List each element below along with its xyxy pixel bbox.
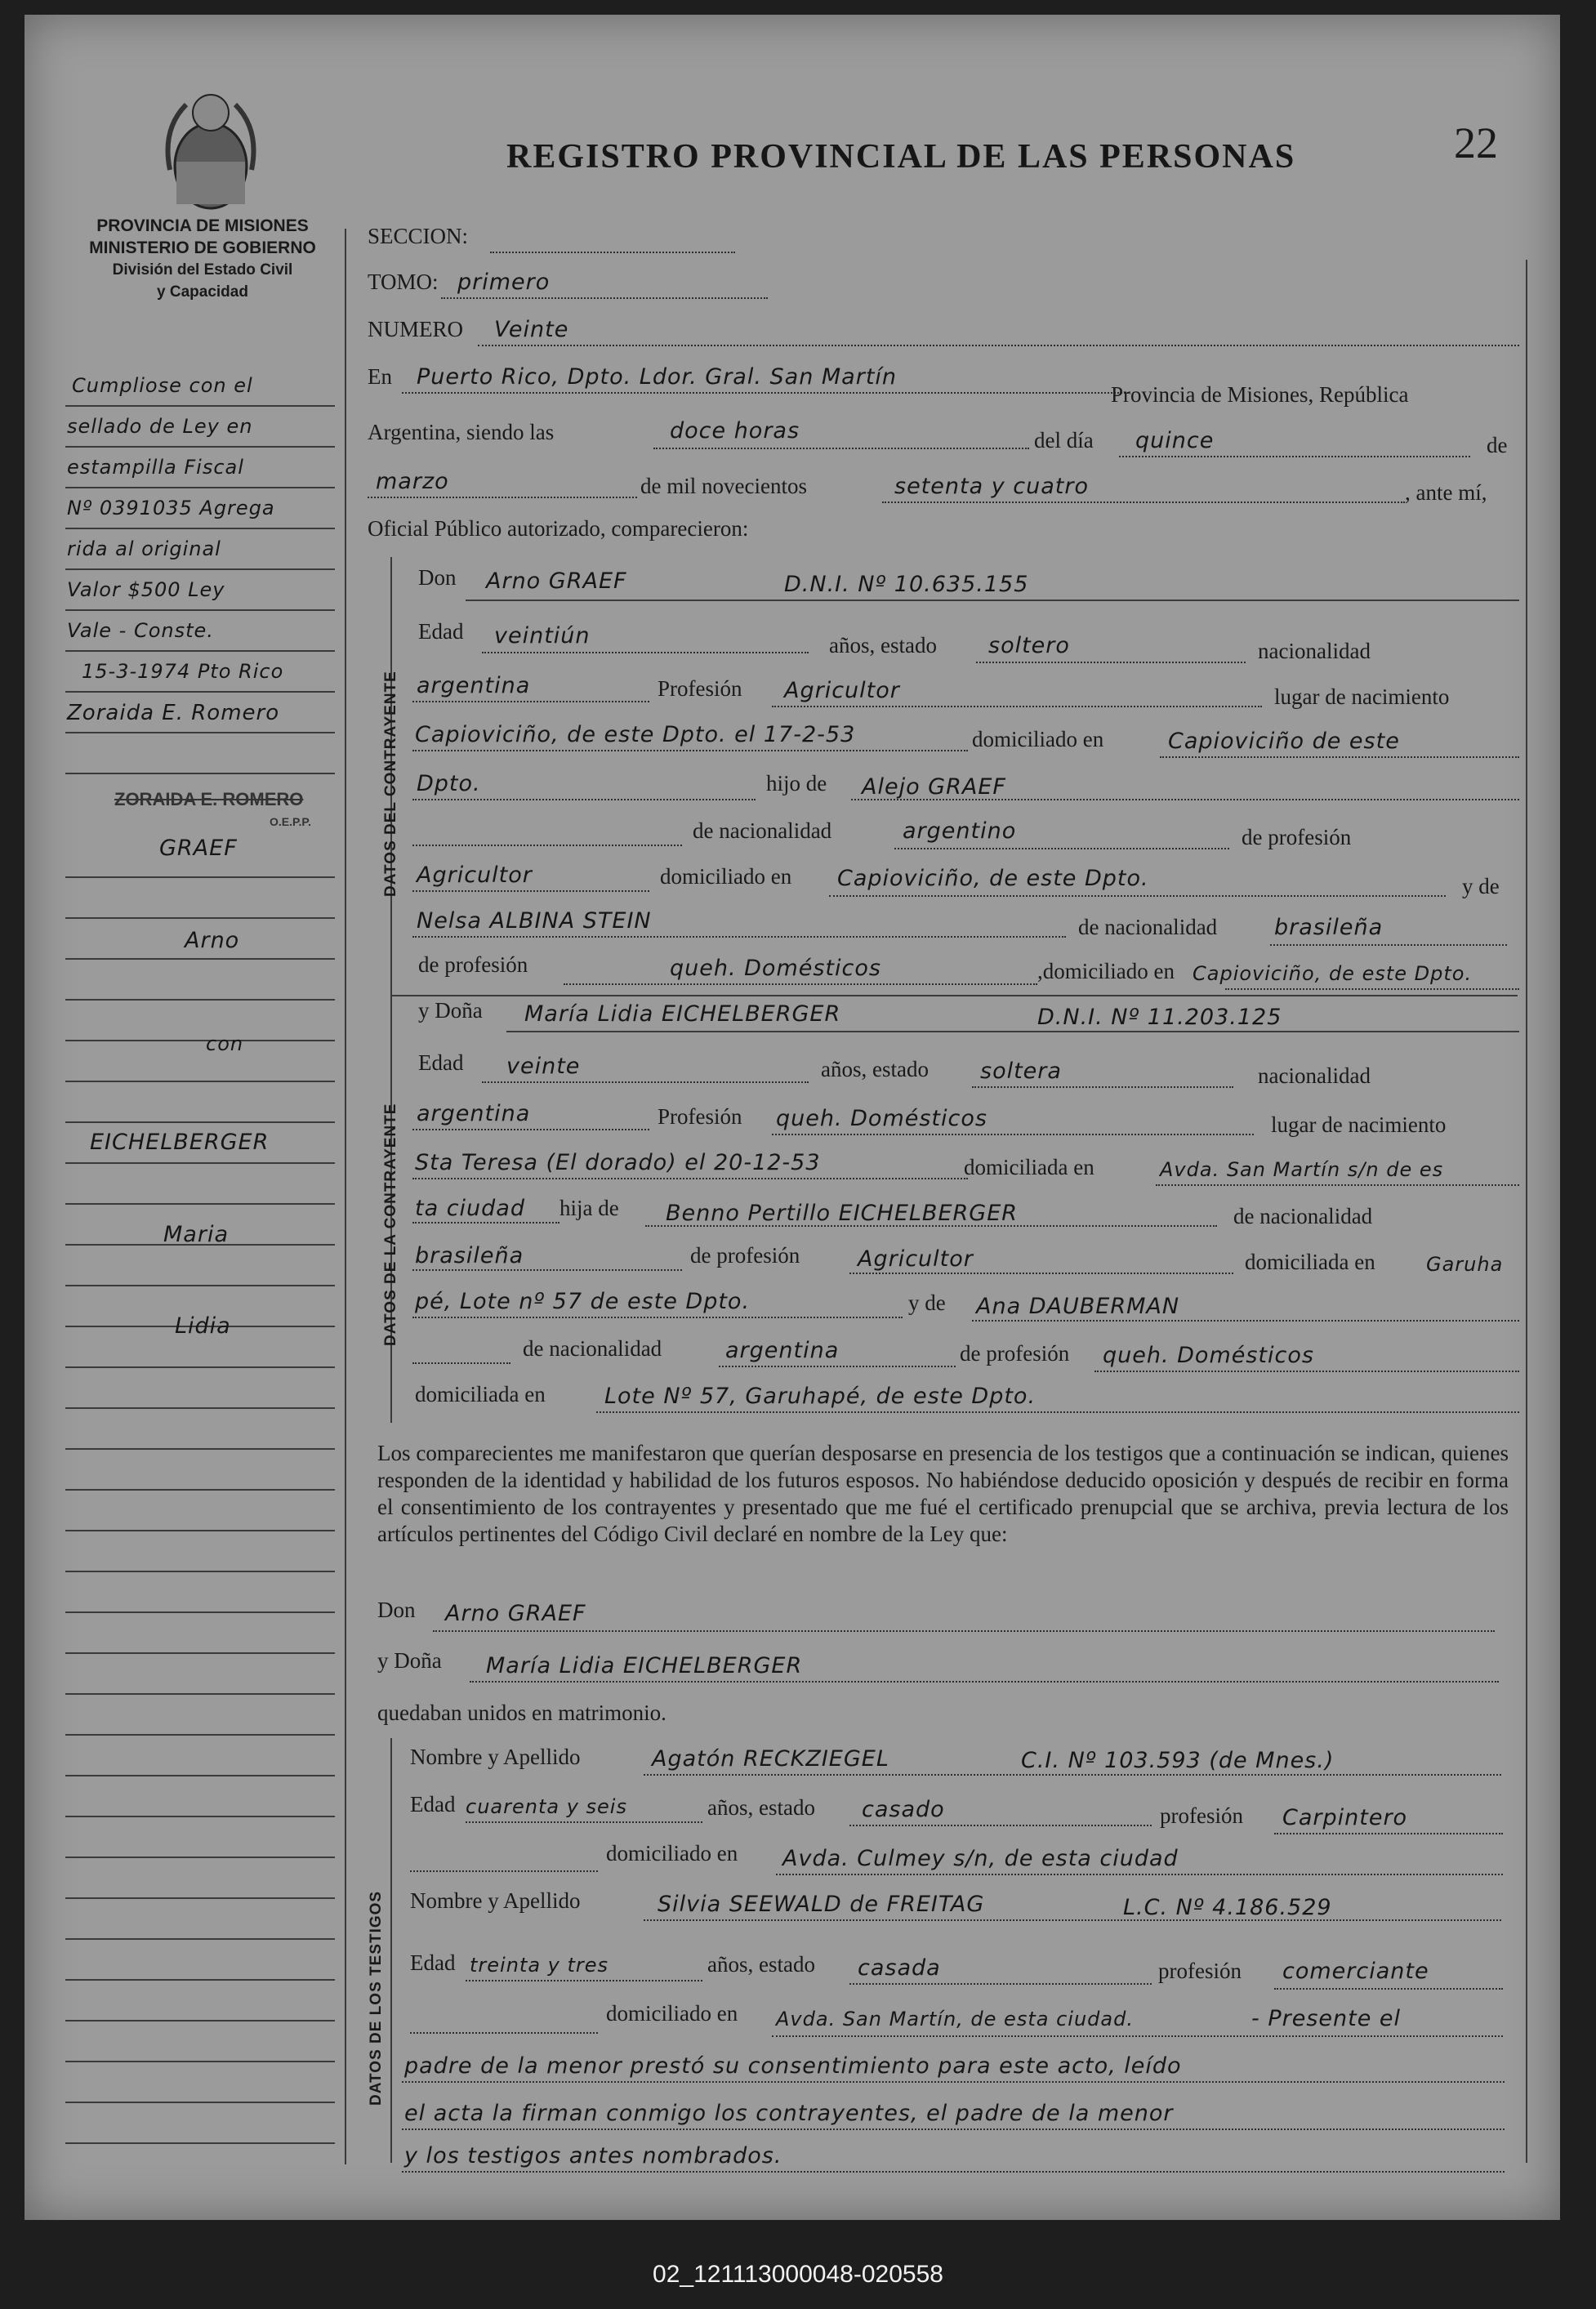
month-value: marzo <box>376 469 449 494</box>
y-de-label: y de <box>1462 874 1500 898</box>
side-label-contrayente: DATOS DEL CONTRAYENTE <box>382 671 399 897</box>
groom-mother: Nelsa ALBINA STEIN <box>417 908 652 934</box>
margin-note-line: Vale - Conste. <box>67 619 214 642</box>
witness1-age: cuarenta y seis <box>466 1795 627 1818</box>
bride-address: Avda. San Martín s/n de es <box>1160 1158 1444 1181</box>
witness2-addr: Avda. San Martín, de esta ciudad. <box>776 2008 1134 2030</box>
seccion-field <box>490 252 735 253</box>
bride-mother-addr: Lote Nº 57, Garuhapé, de este Dpto. <box>604 1384 1037 1409</box>
agency-block <box>72 215 333 303</box>
witness2-name: Silvia SEEWALD de FREITAG <box>658 1892 985 1917</box>
de-mil-text: de mil novecientos <box>640 474 807 498</box>
witness1-estado: casado <box>862 1797 945 1822</box>
groom-address-2: Dpto. <box>417 771 481 796</box>
groom-birthplace: Capioviciño, de este Dpto. el 17-2-53 <box>415 722 856 747</box>
seccion-label: SECCION: <box>368 224 469 248</box>
agency-line-1: PROVINCIA DE MISIONES <box>96 216 309 235</box>
year-value: setenta y cuatro <box>894 474 1089 499</box>
witness1-prof: Carpintero <box>1282 1805 1408 1830</box>
dona-label-2: y Doña <box>377 1648 442 1673</box>
edad-label-2: Edad <box>418 1050 464 1075</box>
bride-mother-prof: queh. Domésticos <box>1103 1343 1314 1368</box>
de-text: de <box>1487 433 1508 457</box>
margin-note-line: Nº 0391035 Agrega <box>67 497 275 519</box>
bride-father-addr-2: pé, Lote nº 57 de este Dpto. <box>415 1289 751 1314</box>
groom-estado: soltero <box>988 633 1070 658</box>
groom-address: Capioviciño de este <box>1168 729 1400 754</box>
margin-note-line: rida al original <box>67 537 221 560</box>
bride-name: María Lidia EICHELBERGER <box>524 1001 841 1027</box>
groom-age: veintiún <box>494 623 591 649</box>
groom-nationality: argentina <box>417 673 531 698</box>
domiciliado-label-2: domiciliado en <box>660 864 792 889</box>
decl-dona-name: María Lidia EICHELBERGER <box>486 1653 803 1678</box>
witness1-doc: C.I. Nº 103.593 (de Mnes.) <box>1021 1748 1335 1773</box>
hour-value: doce horas <box>670 418 800 444</box>
official-stamp-sub: O.E.P.P. <box>270 815 311 828</box>
profesion-label-3: profesión <box>1160 1803 1243 1828</box>
place-value: Puerto Rico, Dpto. Ldor. Gral. San Martín <box>417 364 898 390</box>
groom-father-nat: argentino <box>903 818 1017 844</box>
edad-label-4: Edad <box>410 1950 456 1975</box>
don-label: Don <box>418 565 457 590</box>
numero-value: Veinte <box>494 317 569 342</box>
witness2-age: treinta y tres <box>470 1954 609 1977</box>
day-value: quince <box>1135 428 1215 453</box>
bride-age: veinte <box>506 1054 581 1079</box>
profesion-label-2: Profesión <box>658 1104 742 1129</box>
groom-father: Alejo GRAEF <box>862 774 1006 800</box>
margin-name: GRAEF <box>159 836 238 861</box>
groom-mother-nat: brasileña <box>1274 915 1384 940</box>
dona-label: y Doña <box>418 998 483 1023</box>
witness-note-line: padre de la menor prestó su consentimiento para este acto, leído <box>404 2053 1182 2079</box>
domiciliado-label-t2: domiciliado en <box>606 2001 738 2026</box>
bride-father-prof: Agricultor <box>858 1246 974 1272</box>
tomo-label: TOMO: <box>368 270 439 294</box>
de-nac-label-2: de nacionalidad <box>1078 915 1218 939</box>
en-label: En <box>368 364 392 389</box>
bride-address-2: ta ciudad <box>415 1196 525 1221</box>
agency-line-2: MINISTERIO DE GOBIERNO <box>89 238 316 257</box>
margin-name: Arno <box>185 928 240 953</box>
domiciliada-label-3: domiciliada en <box>415 1382 546 1406</box>
nacionalidad-label-2: nacionalidad <box>1258 1063 1371 1088</box>
hijo-de-label: hijo de <box>766 771 827 796</box>
de-prof-label-2: de profesión <box>418 952 528 977</box>
witness-note-line: el acta la firman conmigo los contrayentes, el padre de la menor <box>404 2101 1174 2126</box>
groom-father-prof: Agricultor <box>417 863 533 888</box>
argentina-text: Argentina, siendo las <box>368 420 555 444</box>
side-label-testigos: DATOS DE LOS TESTIGOS <box>368 1890 385 2106</box>
bride-father: Benno Pertillo EICHELBERGER <box>666 1201 1019 1226</box>
domiciliado-label-t1: domiciliado en <box>606 1841 738 1865</box>
groom-profession: Agricultor <box>784 678 900 703</box>
y-de-label-2: y de <box>908 1290 946 1315</box>
declaration-text: Los comparecientes me manifestaron que querían desposarse en presencia de los testigos que a continuación se indican, quienes responden de la identidad y habilidad de los futuros esposos. No habiéndose deducido oposición y después de recibir en forma el consentimiento de los contrayentes y presentado que me fué el certificado prenupcial que se archiva, previa lectura de los artículos pertinentes del Código Civil declaré en nombre de la Ley que: <box>377 1441 1509 1546</box>
de-nac-label: de nacionalidad <box>693 818 832 843</box>
de-prof-label-3: de profesión <box>690 1243 800 1268</box>
margin-note-line: Valor $500 Ley <box>67 578 225 601</box>
groom-dni: D.N.I. Nº 10.635.155 <box>784 572 1029 597</box>
groom-name: Arno GRAEF <box>486 568 627 594</box>
decl-don-name: Arno GRAEF <box>445 1601 586 1626</box>
provincia-text: Provincia de Misiones, República <box>1111 382 1409 407</box>
margin-note-line: 15-3-1974 Pto Rico <box>82 660 284 683</box>
agency-line-4: y Capacidad <box>157 283 248 301</box>
don-label-2: Don <box>377 1598 416 1622</box>
de-nac-label-3: de nacionalidad <box>1233 1204 1373 1228</box>
lugar-nac-label: lugar de nacimiento <box>1274 684 1450 709</box>
nombre-apellido-label-2: Nombre y Apellido <box>410 1888 581 1913</box>
bride-mother: Ana DAUBERMAN <box>976 1294 1180 1319</box>
domiciliado-label: domiciliado en <box>972 727 1104 751</box>
margin-divider <box>345 229 346 2164</box>
signature: Zoraida E. Romero <box>67 701 280 725</box>
profesion-label-4: profesión <box>1158 1959 1242 1983</box>
right-margin-rule <box>1526 260 1527 2163</box>
coat-of-arms-icon <box>162 80 260 219</box>
de-prof-label-4: de profesión <box>960 1341 1070 1366</box>
coma-domiciliado: ,domiciliado en <box>1037 959 1175 983</box>
tomo-value: primero <box>457 270 551 295</box>
edad-label: Edad <box>418 619 464 644</box>
bride-nationality: argentina <box>417 1101 531 1126</box>
lugar-nac-label-2: lugar de nacimiento <box>1271 1112 1447 1137</box>
page-title: REGISTRO PROVINCIAL DE LAS PERSONAS <box>506 138 1296 176</box>
de-nac-label-4: de nacionalidad <box>523 1336 662 1361</box>
bride-father-nat: brasileña <box>415 1243 524 1268</box>
domiciliada-label: domiciliada en <box>964 1155 1094 1179</box>
margin-note-line: estampilla Fiscal <box>67 456 244 479</box>
bride-estado: soltera <box>980 1059 1062 1084</box>
ante-mi-text: , ante mí, <box>1405 480 1487 505</box>
agency-line-3: División del Estado Civil <box>112 261 293 279</box>
bride-dni: D.N.I. Nº 11.203.125 <box>1037 1005 1282 1030</box>
side-label-contrayente-f: DATOS DE LA CONTRAYENTE <box>382 1103 399 1346</box>
margin-name: con <box>206 1032 244 1055</box>
witness2-doc: L.C. Nº 4.186.529 <box>1123 1895 1332 1920</box>
bride-father-addr: Garuha <box>1426 1253 1504 1276</box>
margin-name: Maria <box>163 1222 229 1247</box>
groom-mother-addr: Capioviciño, de este Dpto. <box>1193 962 1473 985</box>
margin-name: Lidia <box>175 1313 231 1339</box>
file-id: 02_121113000048-020558 <box>653 2261 943 2288</box>
profesion-label: Profesión <box>658 676 742 701</box>
edad-label-3: Edad <box>410 1792 456 1816</box>
bride-mother-nat: argentina <box>725 1338 840 1363</box>
witness-note-line: y los testigos antes nombrados. <box>404 2143 782 2169</box>
groom-mother-prof: queh. Domésticos <box>670 956 881 981</box>
groom-father-addr: Capioviciño, de este Dpto. <box>837 866 1149 891</box>
estado-label-4: años, estado <box>707 1952 815 1977</box>
witness2-estado: casada <box>858 1955 941 1981</box>
witness2-prof: comerciante <box>1282 1959 1429 1984</box>
estado-label-3: años, estado <box>707 1795 815 1820</box>
bride-profession: queh. Domésticos <box>776 1106 987 1131</box>
margin-name: EICHELBERGER <box>90 1130 270 1155</box>
estado-label-2: años, estado <box>821 1057 929 1081</box>
bride-birthplace: Sta Teresa (El dorado) el 20-12-53 <box>415 1150 821 1175</box>
official-stamp: ZORAIDA E. ROMERO <box>114 789 304 809</box>
nombre-apellido-label: Nombre y Apellido <box>410 1745 581 1769</box>
nacionalidad-label: nacionalidad <box>1258 639 1371 663</box>
domiciliada-label-2: domiciliada en <box>1245 1250 1375 1274</box>
witness1-name: Agatón RECKZIEGEL <box>652 1746 889 1772</box>
estado-label: años, estado <box>829 633 937 657</box>
del-dia-text: del día <box>1034 428 1094 452</box>
quedaban-text: quedaban unidos en matrimonio. <box>377 1701 666 1725</box>
register-page <box>25 15 1560 2220</box>
page-number: 22 <box>1454 118 1498 167</box>
numero-label: NUMERO <box>368 317 464 341</box>
witness-note-line: - Presente el <box>1251 2006 1402 2031</box>
witness1-addr: Avda. Culmey s/n, de esta ciudad <box>782 1846 1179 1871</box>
oficial-text: Oficial Público autorizado, comparecieron: <box>368 516 749 541</box>
hija-de-label: hija de <box>559 1196 619 1220</box>
margin-note-line: sellado de Ley en <box>67 415 253 438</box>
de-prof-label: de profesión <box>1242 825 1352 849</box>
margin-note-line: Cumpliose con el <box>72 374 253 397</box>
